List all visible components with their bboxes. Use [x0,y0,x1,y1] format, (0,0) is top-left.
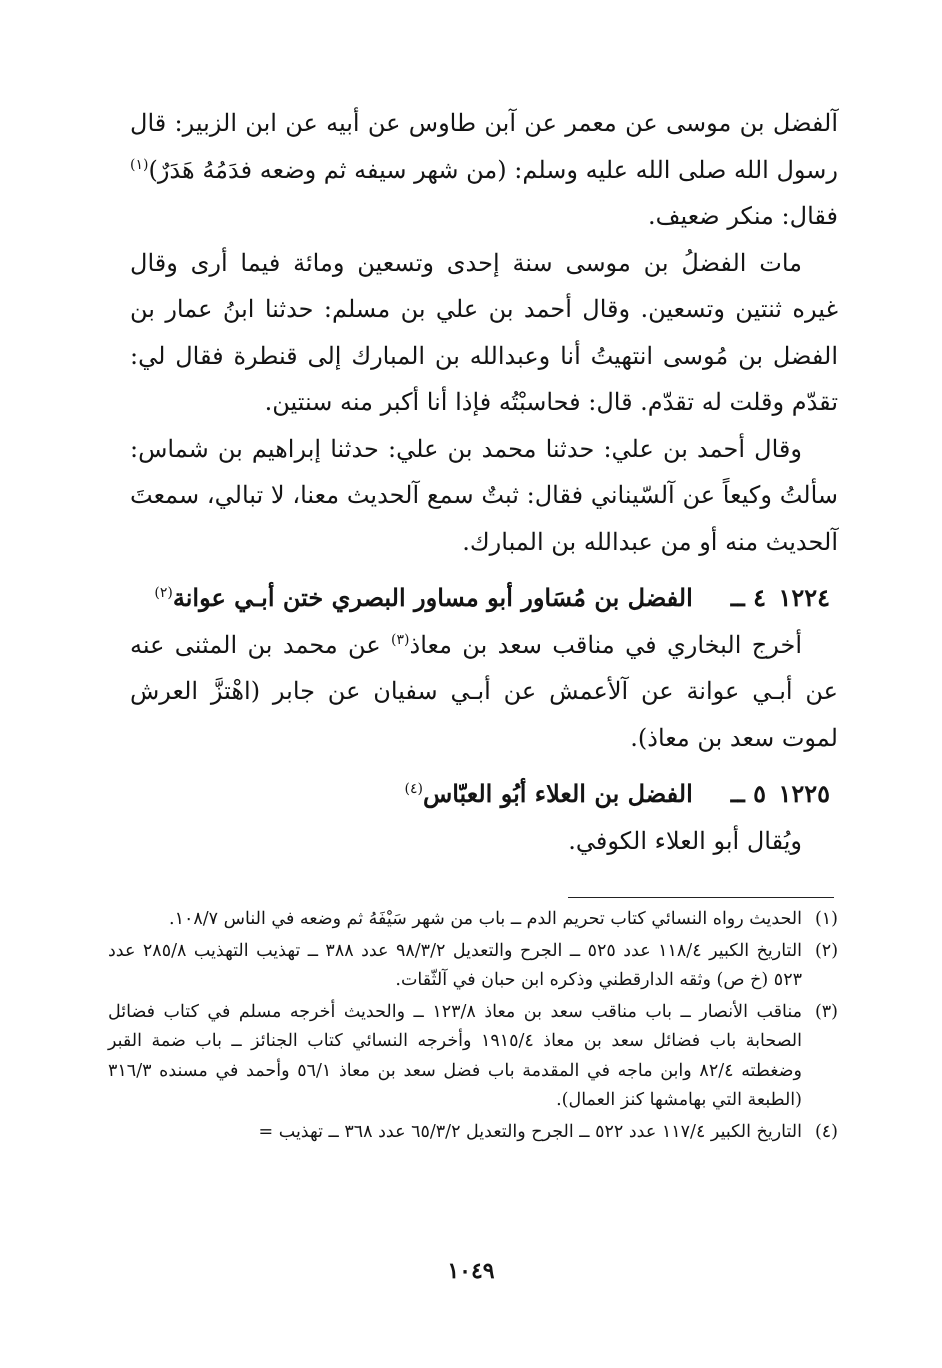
paragraph-death: مات الفضلُ بن موسى سنة إحدى وتسعين ومائة فيما أرى وقال غيره ثنتين وتسعين. وقال أحمد بن علي بن مسلم: حدثنا ابنُ عمار بن الفضل بن مُوسى انتهيتُ أنا وعبدالله بن المبارك إلى قنطرة فقال لي: تقدّم وقلت له تقدّم. قال: فحاسبْتُه فإذا أنا أكبر منه سنتين. [130,248,838,416]
entry-heading-1225 [130,771,838,818]
footnote-label: (١) [814,909,838,929]
main-text [130,100,838,864]
page-number: ١٠٤٩ [447,1258,495,1284]
footnote-label: (٢) [814,940,839,961]
footnote-1 [108,905,838,935]
entry-sub-number: ٤ [753,583,766,612]
entry-dash: ــ [730,779,745,808]
footnote-text: الحديث رواه النسائي كتاب تحريم الدم ــ باب من شهر سَيْفَهُ ثم وضعه في الناس ١٠٨/٧. [169,909,802,929]
entry-heading-1224 [130,575,838,622]
footnotes [108,905,838,1149]
entry-number: ١٢٢٥ [778,779,830,808]
paragraph-waki: وقال أحمد بن علي: حدثنا محمد بن علي: حدثنا إبراهيم بن شماس: سألتُ وكيعاً عن آلسّيناني فقال: ثبتٌ سمع آلحديث معنا، لا تبالي، سمعتَ آلحديث منه أو من عبدالله بن المبارك. [130,434,839,556]
entry-text-1224: أخرج البخاري في مناقب سعد بن معاذ$^{(٣)}$ عن محمد بن المثنى عنه عن أبـي عوانة عن آلأعمش عن أبـي سفيان عن جابر (اهْتزَّ العرش لموت سعد بن معاذ). [130,630,838,752]
entry-title: الفضل بن مُسَاور أبو مساور البصري ختن أبـي عوانة [172,583,693,612]
entry-number: ١٢٢٤ [778,583,830,612]
entry-dash: ــ [730,583,745,612]
entry-sub-number: ٥ [753,779,766,808]
footnote-ref-2[interactable]: (٢) [154,585,173,601]
footnote-ref-1[interactable]: (١) [130,156,149,173]
footnote-text: التاريخ الكبير ١١٧/٤ عدد ٥٢٢ ــ الجرح والتعديل ٦٥/٣/٢ عدد ٣٦٨ ــ تهذيب = [258,1121,802,1142]
footnote-divider [568,897,834,898]
footnote-ref-4[interactable]: (٤) [404,781,423,797]
entry-text-1225: ويُقال أبو العلاء الكوفي. [568,826,802,855]
footnote-3 [108,998,838,1116]
footnote-label: (٣) [814,1001,838,1022]
footnote-2 [108,937,838,996]
footnote-text: مناقب الأنصار ــ باب مناقب سعد بن معاذ ١٢٣/٨ ــ والحديث أخرجه مسلم في كتاب فضائل الصحابة باب فضائل سعد بن معاذ ١٩١٥/٤ وأخرجه النسائي كتاب الجنائز ــ باب ضمة القبر وضغطته ٨٢/٤ وابن ماجه في المقدمة باب فضل سعد بن معاذ ٥٦/١ وأحمد في مسنده ٣١٦/٣ (الطبعة التي بهامشها كنز العمال). [108,1001,803,1110]
entry-title: الفضل بن العلاء أبُو العبّاس [422,779,693,808]
footnote-ref-3[interactable]: (٣) [391,631,410,648]
footnote-text: التاريخ الكبير ١١٨/٤ عدد ٥٢٥ ــ الجرح والتعديل ٩٨/٣/٢ عدد ٣٨٨ ــ تهذيب التهذيب ٢٨٥/٨ عدد ٥٢٣ (خ ص) وثقه الدارقطني وذكره ابن حبان في آلثّقات. [108,940,803,990]
paragraph-hadith: آلفضل بن موسى عن معمر عن آبن طاوس عن أبيه عن ابن الزبير: قال رسول الله صلى الله عليه وسلم: (من شهر سيفه ثم وضعه فدَمُهُ هَدَرٌ)$^{(١)}$ فقال: منكر ضعيف. [130,109,838,230]
footnote-4 [108,1118,838,1148]
footnote-label: (٤) [814,1121,838,1142]
